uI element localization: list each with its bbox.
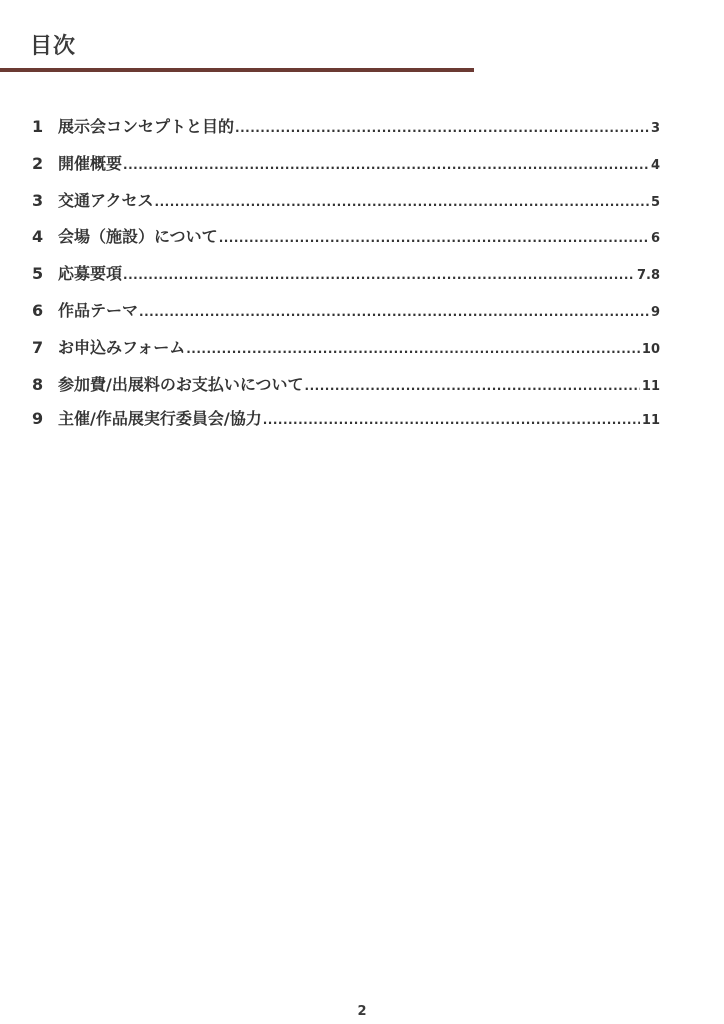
toc-number: 9 bbox=[32, 408, 44, 428]
toc-entry-7[interactable] bbox=[32, 335, 660, 372]
toc-number: 4 bbox=[32, 227, 44, 247]
toc-entry-5[interactable] bbox=[32, 261, 660, 298]
toc-leader-dots bbox=[305, 379, 640, 393]
toc-page-number: 6 bbox=[650, 231, 660, 247]
toc-title: 参加費/出展料のお支払いについて bbox=[58, 374, 304, 394]
toc-page-number: 11 bbox=[641, 412, 660, 428]
toc-title: お申込みフォーム bbox=[58, 337, 186, 357]
title-underline bbox=[0, 68, 474, 72]
toc-leader-dots bbox=[139, 305, 649, 319]
toc-number: 3 bbox=[32, 190, 44, 210]
toc-page-number: 9 bbox=[650, 304, 660, 320]
toc-title: 開催概要 bbox=[58, 153, 123, 173]
toc-entry-2[interactable] bbox=[32, 151, 660, 188]
toc-number: 8 bbox=[32, 374, 44, 394]
toc-entry-9[interactable] bbox=[32, 406, 660, 440]
table-of-contents bbox=[32, 114, 660, 440]
toc-title: 応募要項 bbox=[58, 264, 123, 284]
toc-page-number: 5 bbox=[650, 194, 660, 210]
toc-leader-dots bbox=[155, 195, 649, 209]
toc-page-number: 3 bbox=[650, 121, 660, 136]
toc-page-number: 11 bbox=[641, 378, 660, 394]
toc-entry-6[interactable] bbox=[32, 298, 660, 335]
toc-leader-dots bbox=[263, 413, 640, 427]
toc-number: 6 bbox=[32, 300, 44, 320]
toc-entry-8[interactable] bbox=[32, 372, 660, 406]
toc-title: 主催/作品展実行委員会/協力 bbox=[58, 408, 262, 428]
toc-title: 交通アクセス bbox=[58, 190, 154, 210]
page-number: 2 bbox=[357, 1004, 367, 1019]
toc-number: 1 bbox=[32, 117, 44, 136]
toc-number: 2 bbox=[32, 153, 44, 173]
toc-leader-dots bbox=[186, 342, 640, 356]
toc-title: 展示会コンセプトと目的 bbox=[58, 117, 235, 136]
toc-number: 5 bbox=[32, 264, 44, 284]
toc-entry-1[interactable] bbox=[32, 114, 660, 151]
toc-entry-4[interactable] bbox=[32, 224, 660, 261]
toc-leader-dots bbox=[123, 268, 635, 282]
toc-leader-dots bbox=[219, 231, 649, 245]
toc-page-number: 10 bbox=[641, 341, 660, 357]
toc-title: 作品テーマ bbox=[58, 300, 139, 320]
page-title: 目次 bbox=[30, 34, 77, 59]
toc-leader-dots bbox=[123, 158, 649, 172]
toc-title: 会場（施設）について bbox=[58, 227, 218, 247]
toc-leader-dots bbox=[235, 121, 649, 135]
toc-page-number: 7.8 bbox=[636, 268, 660, 284]
toc-number: 7 bbox=[32, 337, 44, 357]
toc-page-number: 4 bbox=[650, 157, 660, 173]
toc-entry-3[interactable] bbox=[32, 188, 660, 225]
